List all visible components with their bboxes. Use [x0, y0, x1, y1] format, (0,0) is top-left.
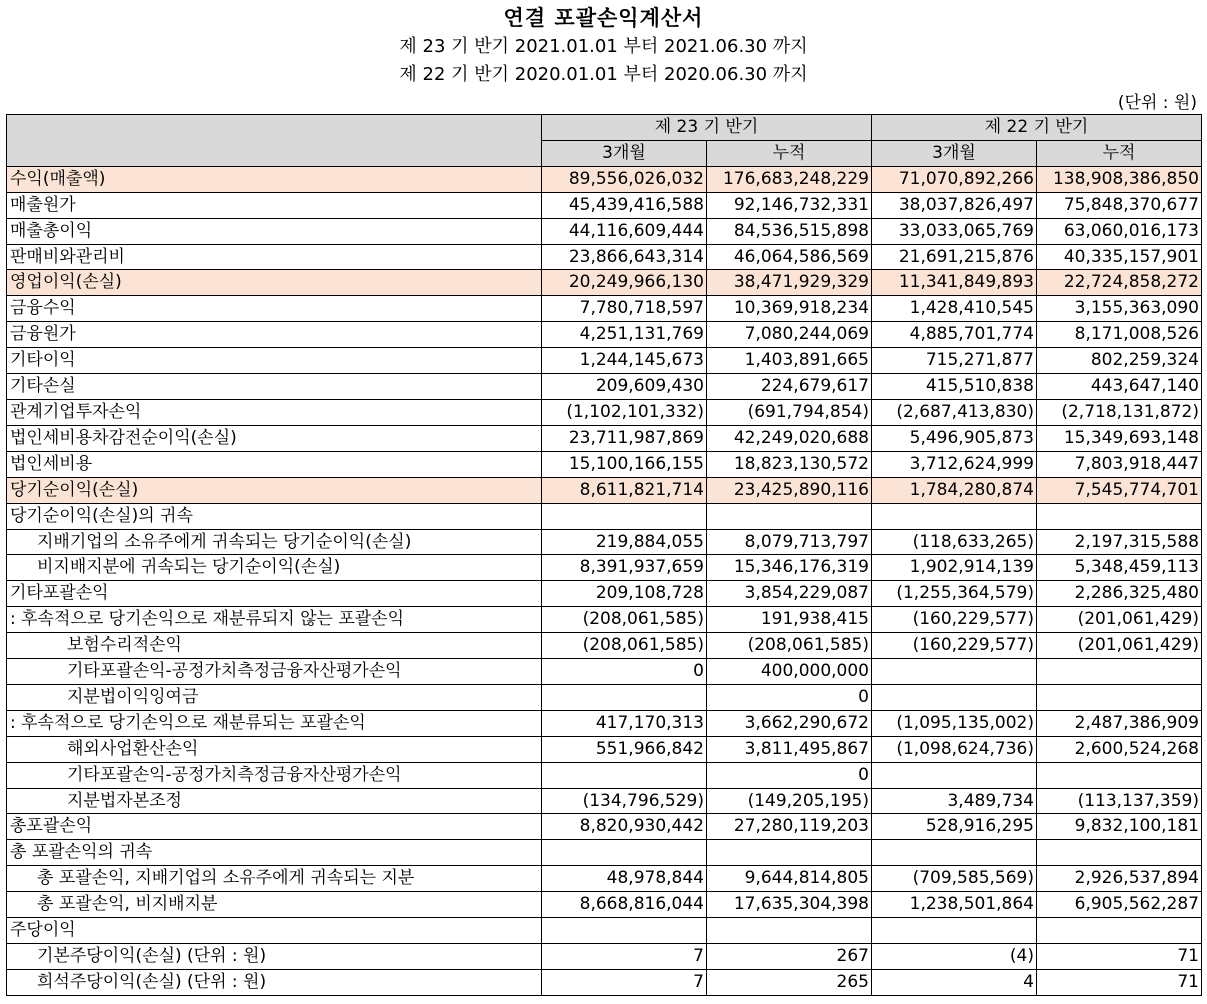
value-cell: 17,635,304,398 [707, 892, 872, 918]
sub-header-prior-cum: 누적 [1037, 140, 1202, 166]
value-cell: (160,229,577) [872, 607, 1037, 633]
row-label: 당기순이익(손실) [7, 477, 542, 503]
value-cell: 1,244,145,673 [542, 348, 707, 374]
table-row [7, 944, 1202, 970]
row-label: 주당이익 [7, 918, 542, 944]
row-label: 총 포괄손익의 귀속 [7, 840, 542, 866]
value-cell: 45,439,416,588 [542, 192, 707, 218]
value-cell: (4) [872, 944, 1037, 970]
table-row [7, 814, 1202, 840]
value-cell: 8,171,008,526 [1037, 322, 1202, 348]
value-cell: 219,884,055 [542, 529, 707, 555]
sub-header-current-cum: 누적 [707, 140, 872, 166]
value-cell: 15,346,176,319 [707, 555, 872, 581]
row-label: : 후속적으로 당기손익으로 재분류되는 포괄손익 [7, 710, 542, 736]
value-cell [707, 918, 872, 944]
value-cell: 191,938,415 [707, 607, 872, 633]
income-statement-table [6, 114, 1202, 996]
value-cell: 33,033,065,769 [872, 218, 1037, 244]
value-cell: 3,811,495,867 [707, 736, 872, 762]
table-row [7, 736, 1202, 762]
period-prior: 제 22 기 반기 2020.01.01 부터 2020.06.30 까지 [399, 64, 808, 85]
table-row [7, 710, 1202, 736]
value-cell [872, 659, 1037, 685]
row-label: 총 포괄손익, 지배기업의 소유주에게 귀속되는 지분 [7, 866, 542, 892]
unit-label: (단위 : 원) [1117, 93, 1197, 113]
value-cell: 3,854,229,087 [707, 581, 872, 607]
value-cell: 7 [542, 944, 707, 970]
row-label: 법인세비용차감전순이익(손실) [7, 425, 542, 451]
value-cell [872, 918, 1037, 944]
sub-header-current-3m: 3개월 [542, 140, 707, 166]
value-cell: 0 [707, 762, 872, 788]
value-cell: 551,966,842 [542, 736, 707, 762]
value-cell: (208,061,585) [542, 607, 707, 633]
value-cell: 15,349,693,148 [1037, 425, 1202, 451]
value-cell: (2,718,131,872) [1037, 399, 1202, 425]
value-cell: 415,510,838 [872, 374, 1037, 400]
value-cell: 528,916,295 [872, 814, 1037, 840]
row-label: 해외사업환산손익 [7, 736, 542, 762]
value-cell: 9,644,814,805 [707, 866, 872, 892]
row-label: 금융수익 [7, 296, 542, 322]
value-cell: 209,108,728 [542, 581, 707, 607]
period-current: 제 23 기 반기 2021.01.01 부터 2021.06.30 까지 [399, 36, 808, 57]
value-cell: 4,251,131,769 [542, 322, 707, 348]
value-cell: 2,487,386,909 [1037, 710, 1202, 736]
table-row [7, 659, 1202, 685]
row-label: 기타손실 [7, 374, 542, 400]
value-cell: 6,905,562,287 [1037, 892, 1202, 918]
value-cell: 8,820,930,442 [542, 814, 707, 840]
value-cell: 71 [1037, 944, 1202, 970]
value-cell: 0 [707, 684, 872, 710]
value-cell [542, 840, 707, 866]
table-row [7, 788, 1202, 814]
table-row [7, 892, 1202, 918]
value-cell [707, 840, 872, 866]
value-cell: 1,238,501,864 [872, 892, 1037, 918]
table-row [7, 555, 1202, 581]
row-label: : 후속적으로 당기손익으로 재분류되지 않는 포괄손익 [7, 607, 542, 633]
value-cell: (134,796,529) [542, 788, 707, 814]
table-row [7, 348, 1202, 374]
row-label: 금융원가 [7, 322, 542, 348]
value-cell [542, 503, 707, 529]
value-cell: (118,633,265) [872, 529, 1037, 555]
value-cell: 1,784,280,874 [872, 477, 1037, 503]
value-cell: 75,848,370,677 [1037, 192, 1202, 218]
value-cell: (201,061,429) [1037, 633, 1202, 659]
group-header-prior: 제 22 기 반기 [872, 115, 1202, 141]
value-cell: 7,545,774,701 [1037, 477, 1202, 503]
value-cell: 3,489,734 [872, 788, 1037, 814]
value-cell: 22,724,858,272 [1037, 270, 1202, 296]
value-cell [872, 762, 1037, 788]
value-cell: 27,280,119,203 [707, 814, 872, 840]
value-cell: 224,679,617 [707, 374, 872, 400]
table-row [7, 374, 1202, 400]
value-cell: 1,428,410,545 [872, 296, 1037, 322]
value-cell [1037, 762, 1202, 788]
value-cell: 2,600,524,268 [1037, 736, 1202, 762]
value-cell: 18,823,130,572 [707, 451, 872, 477]
value-cell: 71,070,892,266 [872, 166, 1037, 192]
table-row [7, 503, 1202, 529]
value-cell: 5,348,459,113 [1037, 555, 1202, 581]
value-cell: 8,391,937,659 [542, 555, 707, 581]
value-cell [1037, 503, 1202, 529]
value-cell: 417,170,313 [542, 710, 707, 736]
value-cell: (1,255,364,579) [872, 581, 1037, 607]
row-label: 매출원가 [7, 192, 542, 218]
table-row [7, 840, 1202, 866]
table-row [7, 322, 1202, 348]
row-label: 관계기업투자손익 [7, 399, 542, 425]
value-cell: 23,425,890,116 [707, 477, 872, 503]
value-cell: 84,536,515,898 [707, 218, 872, 244]
value-cell [542, 684, 707, 710]
value-cell: 2,286,325,480 [1037, 581, 1202, 607]
row-label: 총 포괄손익, 비지배지분 [7, 892, 542, 918]
value-cell: (1,098,624,736) [872, 736, 1037, 762]
value-cell: 23,866,643,314 [542, 244, 707, 270]
table-row [7, 684, 1202, 710]
value-cell: 89,556,026,032 [542, 166, 707, 192]
value-cell: 7,080,244,069 [707, 322, 872, 348]
table-row [7, 244, 1202, 270]
value-cell: 802,259,324 [1037, 348, 1202, 374]
row-label: 기타포괄손익-공정가치측정금융자산평가손익 [7, 762, 542, 788]
table-row [7, 399, 1202, 425]
table-row [7, 918, 1202, 944]
value-cell: 46,064,586,569 [707, 244, 872, 270]
value-cell: 5,496,905,873 [872, 425, 1037, 451]
value-cell: 443,647,140 [1037, 374, 1202, 400]
row-label: 지분법이익잉여금 [7, 684, 542, 710]
row-label: 기타이익 [7, 348, 542, 374]
value-cell: 8,668,816,044 [542, 892, 707, 918]
value-cell [1037, 659, 1202, 685]
row-label: 비지배지분에 귀속되는 당기순이익(손실) [7, 555, 542, 581]
value-cell: 21,691,215,876 [872, 244, 1037, 270]
value-cell: (2,687,413,830) [872, 399, 1037, 425]
value-cell: 71 [1037, 969, 1202, 995]
value-cell [1037, 840, 1202, 866]
value-cell: 267 [707, 944, 872, 970]
value-cell: 138,908,386,850 [1037, 166, 1202, 192]
row-label: 당기순이익(손실)의 귀속 [7, 503, 542, 529]
value-cell: (208,061,585) [542, 633, 707, 659]
value-cell: (208,061,585) [707, 633, 872, 659]
value-cell: 265 [707, 969, 872, 995]
group-header-row [7, 115, 1202, 141]
value-cell: 38,037,826,497 [872, 192, 1037, 218]
value-cell: 92,146,732,331 [707, 192, 872, 218]
value-cell: 8,611,821,714 [542, 477, 707, 503]
value-cell: 7,780,718,597 [542, 296, 707, 322]
table-row [7, 192, 1202, 218]
value-cell: (691,794,854) [707, 399, 872, 425]
value-cell: 715,271,877 [872, 348, 1037, 374]
value-cell: 44,116,609,444 [542, 218, 707, 244]
value-cell: 2,197,315,588 [1037, 529, 1202, 555]
group-header-current: 제 23 기 반기 [542, 115, 872, 141]
row-label: 보험수리적손익 [7, 633, 542, 659]
value-cell: 8,079,713,797 [707, 529, 872, 555]
value-cell: 7,803,918,447 [1037, 451, 1202, 477]
value-cell: 40,335,157,901 [1037, 244, 1202, 270]
value-cell: 23,711,987,869 [542, 425, 707, 451]
table-row [7, 969, 1202, 995]
value-cell: (201,061,429) [1037, 607, 1202, 633]
row-label: 법인세비용 [7, 451, 542, 477]
value-cell: 48,978,844 [542, 866, 707, 892]
value-cell: 11,341,849,893 [872, 270, 1037, 296]
value-cell: 38,471,929,329 [707, 270, 872, 296]
value-cell: 3,712,624,999 [872, 451, 1037, 477]
table-row [7, 296, 1202, 322]
value-cell: 4 [872, 969, 1037, 995]
value-cell: 15,100,166,155 [542, 451, 707, 477]
row-label: 수익(매출액) [7, 166, 542, 192]
value-cell [707, 503, 872, 529]
value-cell [872, 840, 1037, 866]
value-cell: (160,229,577) [872, 633, 1037, 659]
table-row [7, 529, 1202, 555]
table-row [7, 166, 1202, 192]
table-row [7, 866, 1202, 892]
sub-header-prior-3m: 3개월 [872, 140, 1037, 166]
value-cell [542, 918, 707, 944]
value-cell: 42,249,020,688 [707, 425, 872, 451]
value-cell: 20,249,966,130 [542, 270, 707, 296]
row-label: 영업이익(손실) [7, 270, 542, 296]
row-label: 매출총이익 [7, 218, 542, 244]
value-cell: 400,000,000 [707, 659, 872, 685]
value-cell: 1,902,914,139 [872, 555, 1037, 581]
row-label: 희석주당이익(손실) (단위 : 원) [7, 969, 542, 995]
header-blank-cell [7, 115, 542, 167]
value-cell: (149,205,195) [707, 788, 872, 814]
row-label: 지배기업의 소유주에게 귀속되는 당기순이익(손실) [7, 529, 542, 555]
statement-title: 연결 포괄손익계산서 [503, 6, 704, 30]
value-cell: 10,369,918,234 [707, 296, 872, 322]
table-row [7, 762, 1202, 788]
row-label: 총포괄손익 [7, 814, 542, 840]
value-cell [1037, 684, 1202, 710]
value-cell: 0 [542, 659, 707, 685]
table-row [7, 270, 1202, 296]
value-cell [542, 762, 707, 788]
value-cell: 176,683,248,229 [707, 166, 872, 192]
table-row [7, 607, 1202, 633]
value-cell: (1,102,101,332) [542, 399, 707, 425]
value-cell: 209,609,430 [542, 374, 707, 400]
value-cell: (1,095,135,002) [872, 710, 1037, 736]
value-cell: 9,832,100,181 [1037, 814, 1202, 840]
row-label: 기타포괄손익-공정가치측정금융자산평가손익 [7, 659, 542, 685]
value-cell: 3,662,290,672 [707, 710, 872, 736]
value-cell [872, 503, 1037, 529]
table-row [7, 581, 1202, 607]
value-cell: 3,155,363,090 [1037, 296, 1202, 322]
table-row [7, 477, 1202, 503]
row-label: 판매비와관리비 [7, 244, 542, 270]
table-row [7, 633, 1202, 659]
row-label: 기본주당이익(손실) (단위 : 원) [7, 944, 542, 970]
value-cell: 7 [542, 969, 707, 995]
table-row [7, 218, 1202, 244]
value-cell: (709,585,569) [872, 866, 1037, 892]
table-row [7, 425, 1202, 451]
row-label: 기타포괄손익 [7, 581, 542, 607]
value-cell: (113,137,359) [1037, 788, 1202, 814]
value-cell [1037, 918, 1202, 944]
value-cell [872, 684, 1037, 710]
row-label: 지분법자본조정 [7, 788, 542, 814]
table-row [7, 451, 1202, 477]
value-cell: 1,403,891,665 [707, 348, 872, 374]
value-cell: 2,926,537,894 [1037, 866, 1202, 892]
value-cell: 63,060,016,173 [1037, 218, 1202, 244]
value-cell: 4,885,701,774 [872, 322, 1037, 348]
